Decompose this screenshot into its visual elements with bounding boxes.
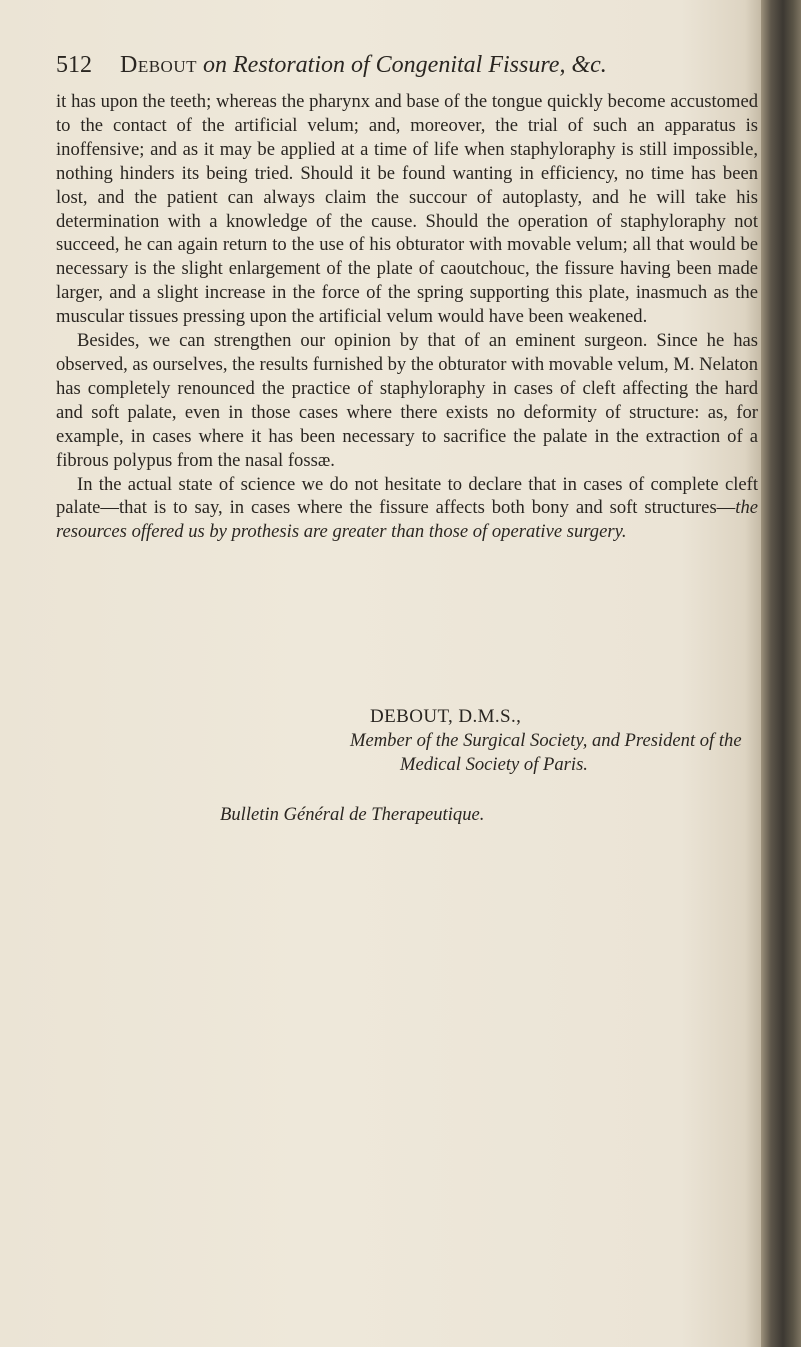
running-head-connector: on — [203, 52, 227, 78]
paragraph-3-emphasis: the resources offered us by prothesis are greater than those of operative surgery. — [56, 497, 758, 543]
signature-role-line-1: Member of the Surgical Society, and President of the — [350, 730, 742, 751]
paragraph-2: Besides, we can strengthen our opinion by that of an eminent surgeon. Since he has observed, as ourselves, the results furnished by the obturator with movable velum, M. Nelaton has completely renounced the practice of staphyloraphy in cases of cleft affecting the hard and soft palate, even in those cases where there exists no deformity of structure: as, for example, in cases where it has been necessary to sacrifice the palate in the extraction of a fibrous polypus from the nasal fossæ. — [56, 330, 758, 471]
page-number: 512 — [56, 52, 92, 78]
signature-role-line-2: Medical Society of Paris. — [400, 754, 588, 775]
running-head-title: Restoration of Congenital Fissure, &c. — [233, 52, 607, 78]
running-head — [56, 50, 736, 80]
signature-name: DEBOUT, D.M.S., — [370, 706, 522, 727]
paragraph-3 — [56, 473, 758, 545]
body-text — [56, 90, 758, 544]
running-head-author: Debout — [120, 52, 197, 78]
signature-block — [56, 705, 758, 777]
book-binding-edge — [761, 0, 801, 1347]
paragraph-3-text: In the actual state of science we do not hesitate to declare that in cases of complete cleft palate—that is to say, in cases where the fissure affects both bony and soft structures— — [56, 473, 758, 519]
source-citation: Bulletin Général de Therapeutique. — [220, 804, 485, 825]
paragraph-1: it has upon the teeth; whereas the pharynx and base of the tongue quickly become accustomed to the contact of the artificial velum; and, moreover, the trial of such an apparatus is inoffensive; and as it may be applied at a time of life when staphyloraphy is still impossible, nothing hinders its being tried. Should it be found wanting in efficiency, no time has been lost, and the patient can always claim the succour of autoplasty, and he will take his determination with a knowledge of the cause. Should the operation of staphyloraphy not succeed, he can again return to the use of his obturator with movable velum; all that would be necessary is the slight enlargement of the plate of caoutchouc, the fissure having been made larger, and a slight increase in the force of the spring supporting this plate, inasmuch as the muscular tissues pressing upon the artificial velum would have been weakened. — [56, 91, 758, 328]
